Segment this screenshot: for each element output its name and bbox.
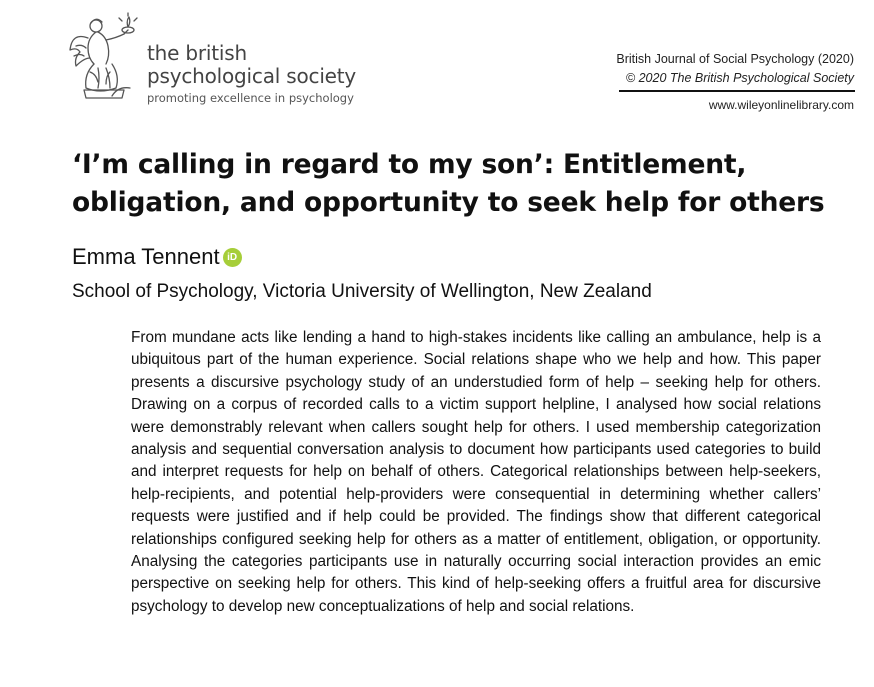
society-name-line2: psychological society [147, 64, 357, 88]
journal-name: British Journal of Social Psychology (2020) [616, 52, 854, 66]
author-name: Emma Tennent [72, 244, 220, 269]
author-affiliation: School of Psychology, Victoria University of Wellington, New Zealand [72, 281, 652, 302]
society-tagline: promoting excellence in psychology [147, 91, 354, 105]
journal-copyright: © 2020 The British Psychological Society [625, 71, 854, 85]
society-name-line1: the british [147, 41, 247, 65]
journal-url-link[interactable]: www.wileyonlinelibrary.com [708, 98, 854, 112]
abstract-text: From mundane acts like lending a hand to high-stakes incidents like calling an ambulance, help is a ubiquitous part of the human experience. Social relations shape who we help and how. This paper presents a discursive psychology study of an understudied form of help – seeking help for others. Drawing on a corpus of recorded calls to a victim support helpline, I analysed how social relations were demonstrably relevant when callers sought help for others. I used membership categorization analysis and sequential conversation analysis to document how participants used categories to build and interpret requests for help on behalf of others. Categorical relationships between help-seekers, help-recipients, and potential help-providers were consequential in determining whether callers’ requests were justified and if help could be provided. The findings show that different categorical relationships configured seeking help for others as a matter of entitlement, obligation, or opportunity. Analysing the categories participants use in naturally occurring social interaction provides an emic perspective on seeking help for others. This kind of help-seeking offers a fruitful area for discursive psychology to develop new conceptualizations of help and social relations. [131, 329, 821, 615]
author-line [72, 244, 242, 270]
article-title: ‘I’m calling in regard to my son’: Entitlement, obligation, and opportunity to seek help for others [72, 149, 825, 218]
header-divider [619, 90, 855, 92]
orcid-icon[interactable]: iD [223, 248, 242, 267]
bps-logo [68, 12, 148, 108]
